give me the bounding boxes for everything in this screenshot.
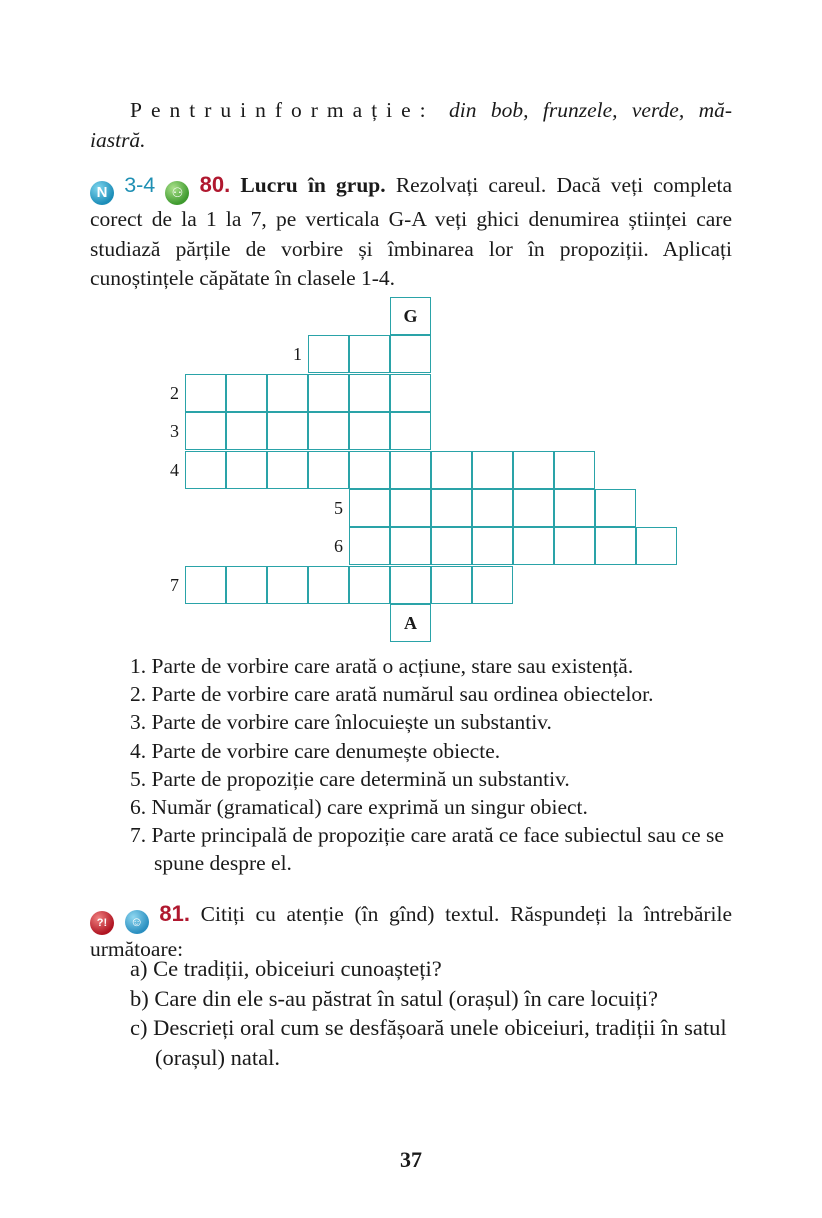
crossword-cell bbox=[554, 527, 595, 565]
exercise-text: Rezolvați careul. Dacă veți completa corect de la 1 la 7, pe verticala G-A veți ghici denumirea științei care studiază părțile de vorbire și îmbinarea lor în propoziții. Aplicați cunoștințele căpătate în clasele 1-4. bbox=[90, 173, 733, 290]
crossword-cell bbox=[390, 566, 431, 604]
crossword-cell bbox=[226, 412, 267, 450]
crossword-cell-top-letter: G bbox=[390, 297, 431, 335]
crossword-cell bbox=[390, 527, 431, 565]
crossword-cell bbox=[636, 527, 677, 565]
crossword-cell bbox=[513, 527, 554, 565]
crossword-row-label: 6 bbox=[334, 536, 343, 557]
crossword-cell bbox=[349, 566, 390, 604]
question-icon: ?! bbox=[90, 911, 114, 935]
crossword-cell bbox=[349, 489, 390, 527]
crossword-cell bbox=[431, 527, 472, 565]
crossword-row-label: 7 bbox=[170, 574, 179, 595]
exercise-title: Lucru în grup. bbox=[240, 173, 386, 197]
exercise-number: 80. bbox=[199, 172, 231, 197]
crossword-cell bbox=[349, 335, 390, 373]
exercise-number: 81. bbox=[159, 901, 190, 926]
info-paragraph bbox=[90, 96, 732, 155]
crossword-cell bbox=[431, 489, 472, 527]
crossword-cell bbox=[226, 374, 267, 412]
exercise-80 bbox=[90, 170, 732, 294]
crossword-cell bbox=[267, 566, 308, 604]
exercise-text: Citiți cu atenție (în gînd) textul. Răspundeți la întrebările următoare: bbox=[90, 902, 733, 961]
pair-work-icon: ☺ bbox=[125, 910, 149, 934]
clue-item: 4. Parte de vorbire care denumește obiecte. bbox=[130, 738, 501, 763]
crossword-cell bbox=[185, 374, 226, 412]
crossword-cell bbox=[513, 489, 554, 527]
group-work-icon: ⚇ bbox=[165, 181, 189, 205]
crossword-cell bbox=[595, 489, 636, 527]
crossword-cell bbox=[554, 451, 595, 489]
crossword-cell bbox=[185, 566, 226, 604]
crossword-cell bbox=[185, 412, 226, 450]
crossword-cell bbox=[390, 374, 431, 412]
crossword-cell bbox=[349, 451, 390, 489]
crossword-cell bbox=[472, 527, 513, 565]
clue-item: 1. Parte de vorbire care arată o acțiune, stare sau existență. bbox=[130, 654, 634, 678]
crossword-cell bbox=[185, 451, 226, 489]
clue-item: 6. Număr (gramatical) care exprimă un singur obiect. bbox=[130, 795, 588, 820]
crossword-cell bbox=[390, 412, 431, 450]
crossword-cell bbox=[267, 412, 308, 450]
page-number: 37 bbox=[400, 1147, 422, 1172]
crossword-cell-bottom-letter: A bbox=[390, 604, 431, 642]
crossword-cell bbox=[349, 527, 390, 565]
clue-item: 7. Parte principală de propoziție care arată ce face subiectul sau ce se spune despre el. bbox=[130, 823, 724, 876]
crossword-cell bbox=[308, 451, 349, 489]
crossword-cell bbox=[472, 566, 513, 604]
crossword-cell bbox=[595, 527, 636, 565]
crossword-cell bbox=[226, 566, 267, 604]
level-range: 3-4 bbox=[124, 173, 156, 197]
crossword-cell bbox=[390, 335, 431, 373]
crossword-cell bbox=[431, 451, 472, 489]
crossword-cell bbox=[349, 374, 390, 412]
crossword-row-label: 5 bbox=[334, 498, 343, 518]
crossword-row-label: 4 bbox=[170, 459, 179, 480]
crossword-row-label: 2 bbox=[170, 382, 179, 403]
clue-item: 5. Parte de propoziție care determină un substantiv. bbox=[130, 766, 570, 791]
question-item: c) Descrieți oral cum se desfășoară unele obiceiuri, tradiții în satul (orașul) natal. bbox=[130, 1015, 727, 1070]
crossword-cell bbox=[308, 566, 349, 604]
question-list bbox=[130, 954, 735, 1072]
crossword-cell bbox=[431, 566, 472, 604]
crossword-cell bbox=[267, 451, 308, 489]
crossword-cell bbox=[472, 451, 513, 489]
crossword-cell bbox=[472, 489, 513, 527]
crossword-cell bbox=[390, 489, 431, 527]
info-label: Pentruinformație: bbox=[130, 98, 435, 122]
crossword-row-label: 3 bbox=[170, 421, 179, 442]
crossword-cell bbox=[308, 412, 349, 450]
crossword-cell bbox=[349, 412, 390, 450]
crossword-cell bbox=[554, 489, 595, 527]
crossword-cell bbox=[513, 451, 554, 489]
question-item: b) Care din ele s-au păstrat în satul (orașul) în care locuiți? bbox=[130, 985, 658, 1011]
level-icon: N bbox=[90, 181, 114, 205]
crossword-clues bbox=[130, 652, 735, 878]
crossword-row-label: 1 bbox=[293, 344, 302, 365]
crossword-cell bbox=[390, 451, 431, 489]
question-item: a) Ce tradiții, obiceiuri cunoașteți? bbox=[130, 956, 442, 981]
info-words: din bob, frunzele, verde, mă-iastră. bbox=[90, 98, 733, 152]
clue-item: 3. Parte de vorbire care înlocuiește un substantiv. bbox=[130, 710, 552, 735]
crossword-cell bbox=[308, 335, 349, 373]
crossword-cell bbox=[267, 374, 308, 412]
crossword-cell bbox=[226, 451, 267, 489]
crossword-cell bbox=[308, 374, 349, 412]
clue-item: 2. Parte de vorbire care arată numărul sau ordinea obiectelor. bbox=[130, 682, 654, 707]
